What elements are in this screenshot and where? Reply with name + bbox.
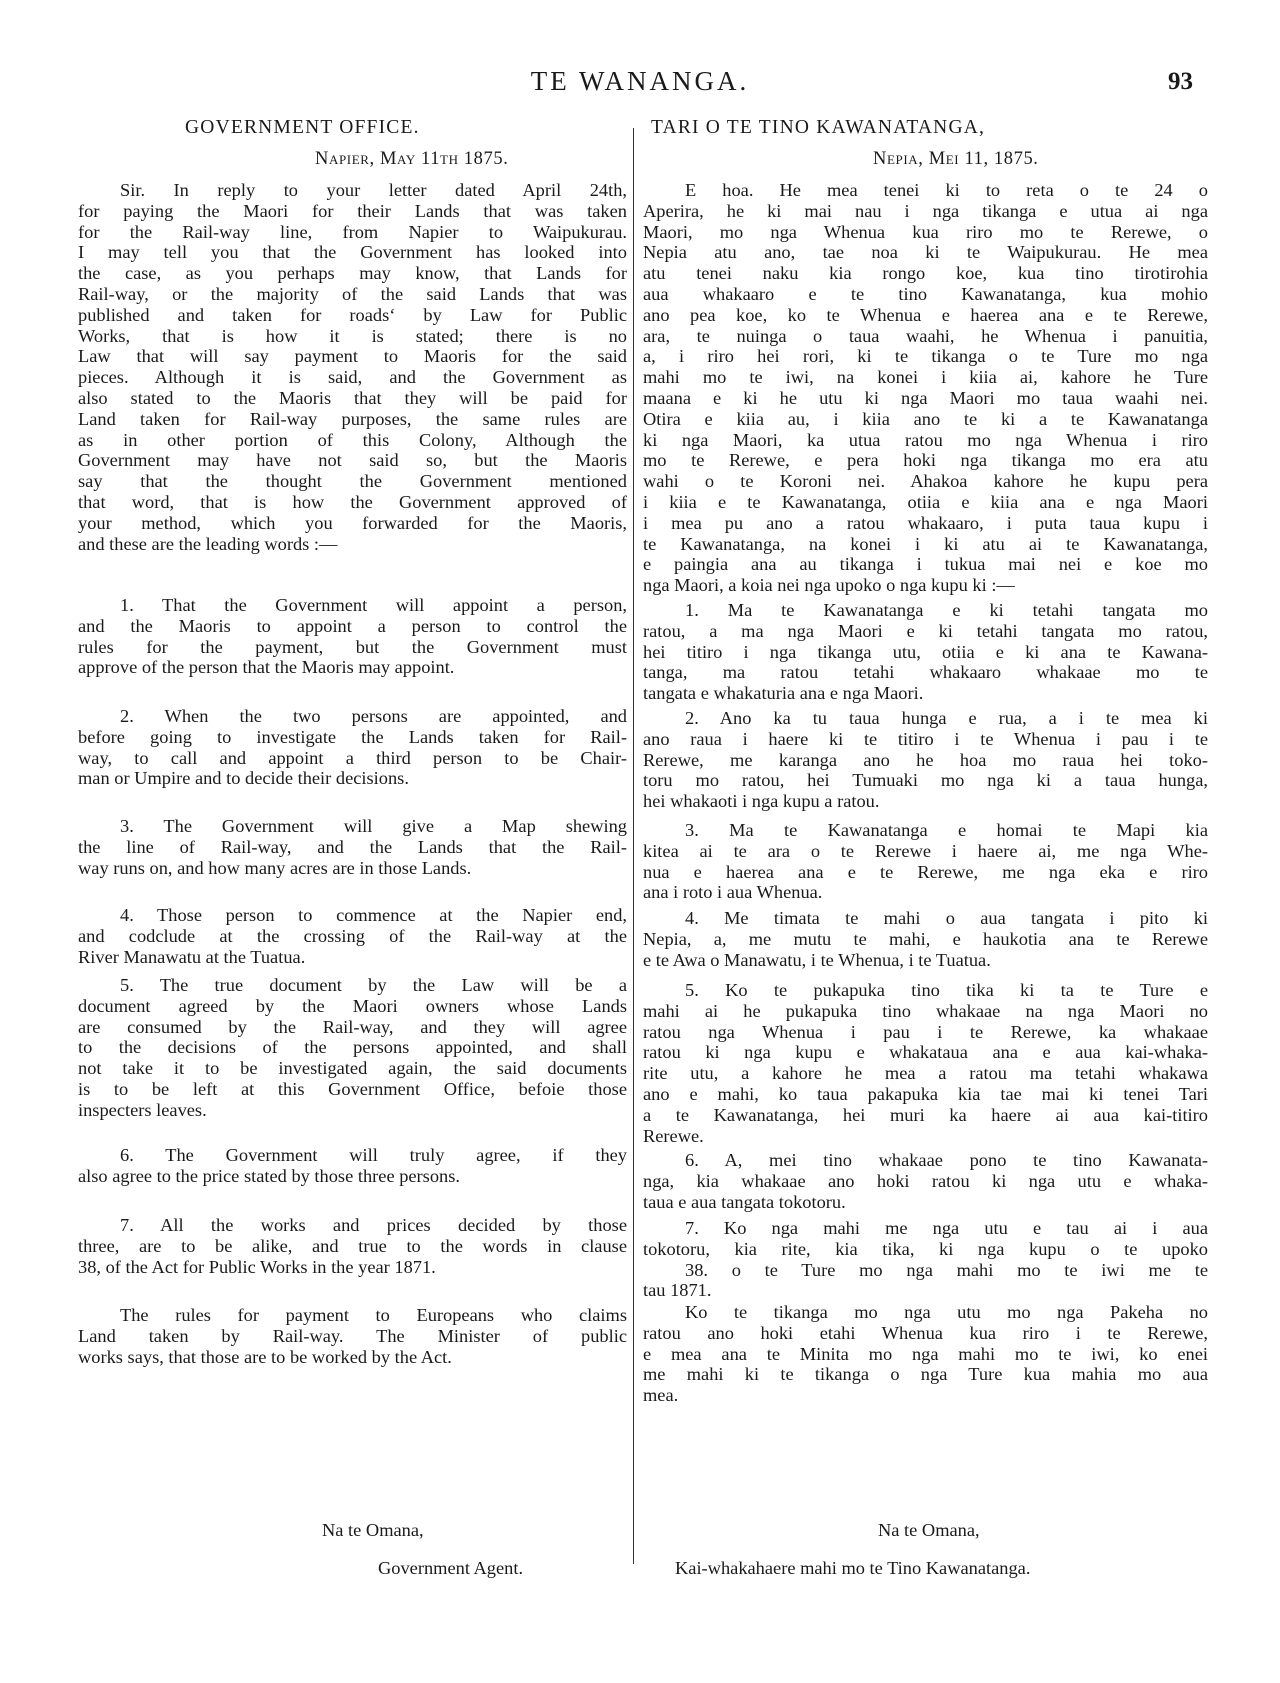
text-line: Otira e kiia au, i kiia ano te ki a te Kawanatanga <box>643 408 1208 429</box>
masthead-title: TE WANANGA. <box>530 66 750 96</box>
text-line: toru mo ratou, hei Tumuaki mo nga ki a taua hunga, <box>643 770 1208 791</box>
intro-paragraph <box>78 180 627 554</box>
paragraph <box>643 1218 1208 1301</box>
text-line: say that the thought the Government mentioned <box>78 471 627 492</box>
text-line: Nepia atu ano, tae noa ki te Waipukurau. He mea <box>643 242 1208 263</box>
text-line: inspecters leaves. <box>78 1099 207 1120</box>
text-line: 2. When the two persons are appointed, and <box>120 706 627 726</box>
paragraph <box>643 708 1208 812</box>
text-line: a, i riro hei rori, ki te tikanga o te Ture mo nga <box>643 346 1208 367</box>
text-line: that word, that is how the Government approved of <box>78 491 627 512</box>
text-line: i mea pu ano a ratou whakaaro, i puta taua kupu i <box>643 512 1208 533</box>
text-line: works says, that those are to be worked by the Act. <box>78 1346 452 1367</box>
text-line: 38, of the Act for Public Works in the year 1871. <box>78 1256 436 1277</box>
text-line: 4. Me timata te mahi o aua tangata i pito ki <box>685 908 1208 928</box>
text-line: Ko te tikanga mo nga utu mo nga Pakeha no <box>685 1302 1208 1322</box>
text-line: 6. A, mei tino whakaae pono te tino Kawanata- <box>685 1150 1208 1170</box>
text-line: and these are the leading words :— <box>78 533 338 554</box>
text-line: te Kawanatanga, na konei i ki atu ai te Kawanatanga, <box>643 533 1208 554</box>
paragraph <box>78 816 627 878</box>
text-line: ara, te nuinga o taua waahi, he Whenua i panuitia, <box>643 325 1208 346</box>
text-line: 5. Ko te pukapuka tino tika ki ta te Ture e <box>685 980 1208 1000</box>
text-line: aua whakaaro e te tino Kawanatanga, kua mohio <box>643 283 1208 304</box>
text-line: ana i roto i aua Whenua. <box>643 882 823 903</box>
text-line: ano e mahi, ko taua pakapuka kia tae mai ki tenei Tari <box>643 1083 1208 1104</box>
text-line: Land taken for Rail-way purposes, the same rules are <box>78 408 627 429</box>
text-line: Law that will say payment to Maoris for the said <box>78 346 627 367</box>
text-line: three, are to be alike, and true to the words in clause <box>78 1235 627 1256</box>
text-line: 1. That the Government will appoint a person, <box>120 595 627 615</box>
signature: Na te Omana, <box>322 1520 424 1540</box>
text-line: The rules for payment to Europeans who claims <box>120 1305 627 1325</box>
paragraph <box>643 1150 1208 1212</box>
text-line: tau 1871. <box>643 1280 712 1301</box>
text-line: approve of the person that the Maoris may appoint. <box>78 657 455 678</box>
paragraph <box>78 1145 627 1187</box>
signature: Na te Omana, <box>878 1520 980 1540</box>
text-line: E hoa. He mea tenei ki to reta o te 24 o <box>685 180 1208 200</box>
text-line: are consumed by the Rail-way, and they will agree <box>78 1016 627 1037</box>
text-line: taua e aua tangata tokotoru. <box>643 1191 846 1212</box>
text-line: tangata e whakaturia ana e nga Maori. <box>643 683 924 704</box>
text-line: i kiia e te Kawanatanga, otiia e kiia ana e nga Maori <box>643 491 1208 512</box>
text-line: pieces. Although it is said, and the Government as <box>78 367 627 388</box>
signature-title: Kai-whakahaere mahi mo te Tino Kawanatanga. <box>675 1558 1031 1578</box>
text-line: nga Maori, a koia nei nga upoko o nga kupu ki :— <box>643 575 1015 596</box>
text-line: Works, that is how it is stated; there is no <box>78 325 627 346</box>
paragraph <box>643 1302 1208 1406</box>
text-line: Rail-way, or the majority of the said Lands that was <box>78 283 627 304</box>
text-line: ratou nga Whenua i pau i te Rerewe, ka whakaae <box>643 1021 1208 1042</box>
paragraph <box>78 595 627 678</box>
text-line: 1. Ma te Kawanatanga e ki tetahi tangata mo <box>685 600 1208 620</box>
text-line: mea. <box>643 1385 679 1406</box>
paragraph <box>643 980 1208 1146</box>
text-line: 6. The Government will truly agree, if they <box>120 1145 627 1165</box>
text-line: a te Kawanatanga, hei muri ka haere ai aua kai-titiro <box>643 1104 1208 1125</box>
text-line: ki nga Maori, ka utua ratou mo nga Whenua i riro <box>643 429 1208 450</box>
text-line: Land taken by Rail-way. The Minister of public <box>78 1325 627 1346</box>
text-line: 5. The true document by the Law will be a <box>120 975 627 995</box>
text-line: Government may have not said so, but the Maoris <box>78 450 627 471</box>
text-line: nga, kia whakaae ano hoki ratou ki nga utu e whaka- <box>643 1170 1208 1191</box>
text-line: mahi mo te iwi, na konei i kiia ai, kahore he Ture <box>643 367 1208 388</box>
text-line: Maori, mo nga Whenua kua riro mo te Rerewe, o <box>643 221 1208 242</box>
intro-paragraph <box>643 180 1208 596</box>
text-line: for paying the Maori for their Lands that was taken <box>78 200 627 221</box>
text-line: document agreed by the Maori owners whose Lands <box>78 995 627 1016</box>
paragraph <box>643 908 1208 970</box>
text-line: Aperira, he ki mai nau i nga tikanga e utua ai nga <box>643 200 1208 221</box>
paragraph <box>643 820 1208 903</box>
paragraph <box>643 600 1208 704</box>
column-divider <box>633 128 634 1564</box>
text-line: mo te Rerewe, e pera hoki nga tikanga mo era atu <box>643 450 1208 471</box>
text-line: mahi ai he pukapuka tino whakaae na nga Maori no <box>643 1000 1208 1021</box>
text-line: ratou ano hoki etahi Whenua kua riro i te Rerewe, <box>643 1322 1208 1343</box>
text-line: Nepia, a, me mutu te mahi, e haukotia ana te Rerewe <box>643 928 1208 949</box>
text-line: ratou, a ma nga Maori e ki tetahi tangata mo ratou, <box>643 620 1208 641</box>
column-heading: TARI O TE TINO KAWANATANGA, <box>651 117 986 138</box>
text-line: kitea ai te ara o te Rerewe i haere ai, me nga Whe- <box>643 840 1208 861</box>
text-line: rite utu, a kahore he mea a ratou ma tetahi whakawa <box>643 1063 1208 1084</box>
text-line: Rerewe. <box>643 1125 704 1146</box>
signature-title: Government Agent. <box>378 1558 524 1578</box>
text-line: me mahi ki te tikanga o nga Ture kua mahia mo aua <box>643 1364 1208 1385</box>
text-line: the case, as you perhaps may know, that Lands for <box>78 263 627 284</box>
text-line: and the Maoris to appoint a person to control the <box>78 615 627 636</box>
text-line: is to be left at this Government Office, befoie those <box>78 1078 627 1099</box>
text-line: nua e haerea ana e te Rerewe, me nga eka e riro <box>643 861 1208 882</box>
text-line: ano pea koe, ko te Whenua e haerea ana e te Rerewe, <box>643 304 1208 325</box>
text-line: e te Awa o Manawatu, i te Whenua, i te Tuatua. <box>643 949 991 970</box>
text-line: way runs on, and how many acres are in those Lands. <box>78 857 472 878</box>
text-line: and codclude at the crossing of the Rail-way at the <box>78 925 627 946</box>
text-line: your method, which you forwarded for the Maoris, <box>78 512 627 533</box>
text-line: also stated to the Maoris that they will be paid for <box>78 387 627 408</box>
column-heading: GOVERNMENT OFFICE. <box>185 117 420 138</box>
text-line: rules for the payment, but the Government must <box>78 636 627 657</box>
page-number: 93 <box>1168 68 1193 95</box>
text-line: hei whakaoti i nga kupu a ratou. <box>643 791 880 812</box>
text-line: ano raua i haere ki te titiro i te Whenua i pau i te <box>643 728 1208 749</box>
text-line: 3. The Government will give a Map shewing <box>120 816 627 836</box>
dateline: Nepia, Mei 11, 1875. <box>873 149 1039 169</box>
text-line: e paingia ana au tikanga i tukua mai nei e koe mo <box>643 554 1208 575</box>
paragraph <box>78 975 627 1121</box>
text-line: atu tenei naku kia rongo koe, kua tino tirotirohia <box>643 263 1208 284</box>
text-line: I may tell you that the Government has looked into <box>78 242 627 263</box>
text-line: tokotoru, kia rite, kia tika, ki nga kupu o te upoko <box>643 1238 1208 1259</box>
paragraph <box>78 905 627 967</box>
text-line: man or Umpire and to decide their decisions. <box>78 768 409 789</box>
dateline: Napier, May 11th 1875. <box>315 149 509 169</box>
text-line: 2. Ano ka tu taua hunga e rua, a i te mea ki <box>685 708 1208 728</box>
text-line: not take it to be investigated again, the said documents <box>78 1058 627 1079</box>
text-line: e mea ana te Minita mo nga mahi mo te iwi, ko enei <box>643 1343 1208 1364</box>
text-line: published and taken for roads‘ by Law for Public <box>78 304 627 325</box>
text-line: ratou ki nga kupu e whakataua ana e aua kai-whaka- <box>643 1042 1208 1063</box>
paragraph <box>78 1215 627 1277</box>
text-line: 3. Ma te Kawanatanga e homai te Mapi kia <box>685 820 1208 840</box>
text-line: 7. Ko nga mahi me nga utu e tau ai i aua <box>685 1218 1208 1238</box>
text-line: 38. o te Ture mo nga mahi mo te iwi me te <box>685 1259 1208 1280</box>
text-line: tanga, ma ratou tetahi whakaaro whakaae mo te <box>643 662 1208 683</box>
paragraph <box>78 706 627 789</box>
text-line: wahi o te Koroni nei. Ahakoa kahore he kupu pera <box>643 471 1208 492</box>
text-line: to the decisions of the persons appointed, and shall <box>78 1037 627 1058</box>
text-line: for the Rail-way line, from Napier to Waipukurau. <box>78 221 627 242</box>
text-line: before going to investigate the Lands taken for Rail- <box>78 726 627 747</box>
text-line: way, to call and appoint a third person to be Chair- <box>78 747 627 768</box>
text-line: the line of Rail-way, and the Lands that the Rail- <box>78 836 627 857</box>
text-line: as in other portion of this Colony, Although the <box>78 429 627 450</box>
text-line: hei titiro i nga tikanga utu, otiia e ki ana te Kawana- <box>643 641 1208 662</box>
text-line: Sir. In reply to your letter dated April 24th, <box>120 180 627 200</box>
text-line: 4. Those person to commence at the Napier end, <box>120 905 627 925</box>
text-line: 7. All the works and prices decided by those <box>120 1215 627 1235</box>
paragraph <box>78 1305 627 1367</box>
text-line: maana e ki he utu ki nga Maori mo taua waahi nei. <box>643 387 1208 408</box>
text-line: River Manawatu at the Tuatua. <box>78 946 306 967</box>
text-line: Rerewe, me karanga ano he hoa mo raua hei toko- <box>643 749 1208 770</box>
text-line: also agree to the price stated by those three persons. <box>78 1165 460 1186</box>
